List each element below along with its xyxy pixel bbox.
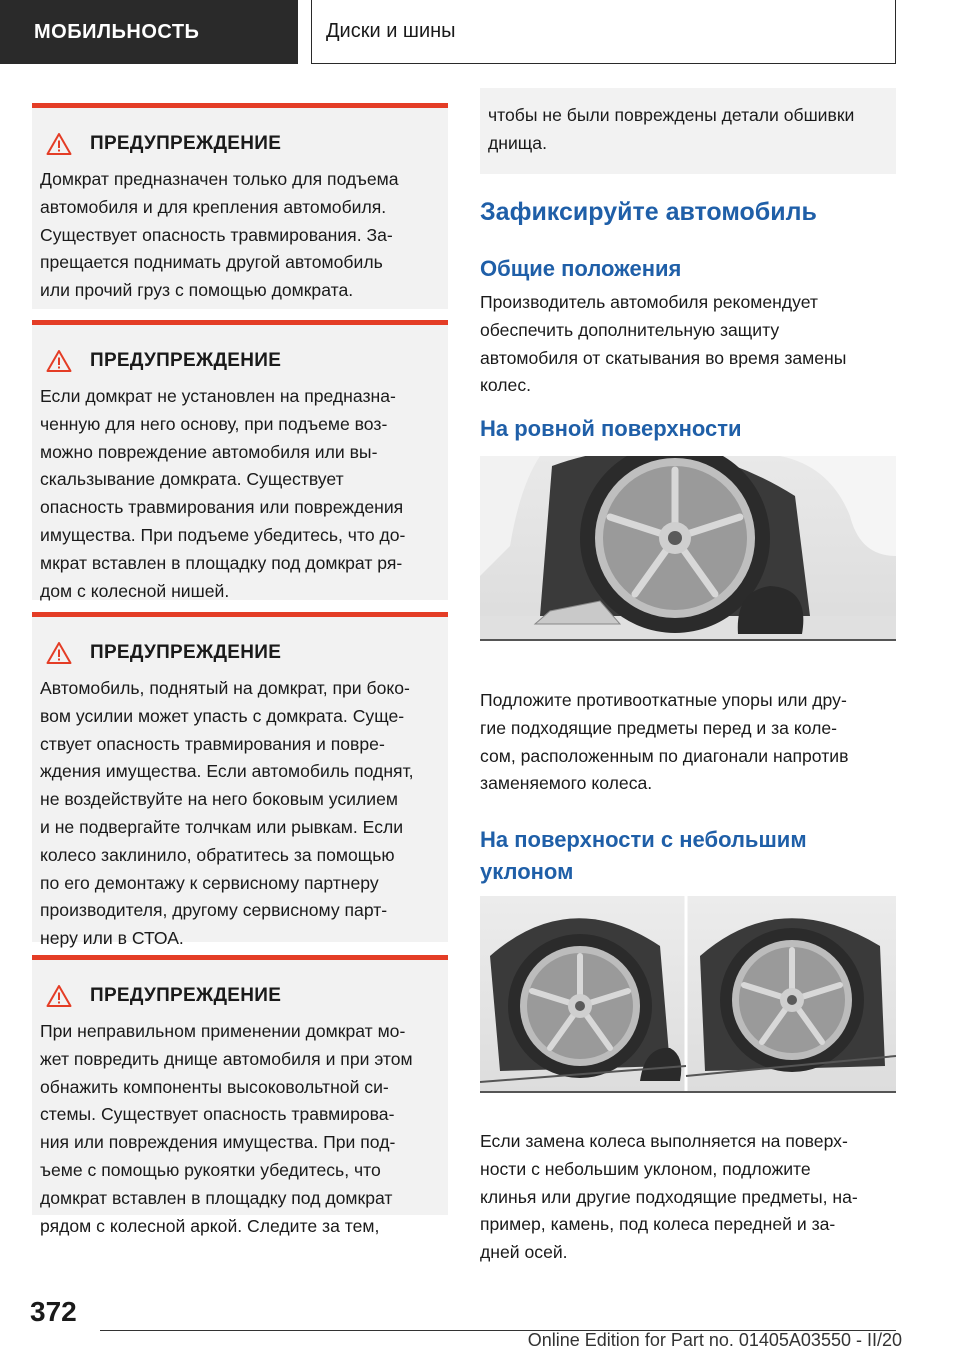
text-line: Существует опасность травмирования. За- (40, 224, 393, 245)
text-line: дней осей. (480, 1242, 568, 1263)
text-line: ствует опасность травмирования и повре- (40, 733, 385, 754)
text-line: производителя, другому сервисному парт- (40, 900, 388, 921)
flat-paragraph (480, 687, 896, 798)
warning-title: ПРЕДУПРЕЖДЕНИЕ (90, 985, 282, 1006)
text-line: При неправильном применении домкрат мо- (40, 1021, 406, 1041)
text-line: Производитель автомобиля рекомендует (480, 292, 818, 312)
text-line: пример, камень, под колеса передней и за- (480, 1214, 836, 1235)
section-heading: Зафиксируйте автомобиль (480, 198, 817, 226)
warning-text (40, 1018, 438, 1240)
text-line: неру или в СТОА. (40, 928, 184, 949)
text-line: колес. (480, 375, 532, 396)
text-line: ъеме с помощью рукоятки убедитесь, что (40, 1159, 381, 1180)
text-line: чтобы не были повреждены детали обшивки (488, 105, 855, 125)
section-tab (0, 0, 298, 64)
text-line: или прочий груз с помощью домкрата. (40, 280, 354, 301)
text-line: по его демонтажу к сервисному партнеру (40, 872, 379, 893)
text-line: На поверхности с небольшим (480, 827, 807, 852)
text-line: стемы. Существует опасность травмирова- (40, 1104, 395, 1125)
text-line: скальзывание домкрата. Существует (40, 469, 344, 490)
text-line: дом с колесной нишей. (40, 580, 230, 601)
text-line: рядом с колесной аркой. Следите за тем, (40, 1215, 380, 1236)
warning-triangle-icon (46, 349, 72, 373)
text-line: днища. (488, 132, 547, 153)
wheel-chock-slope-illustration (480, 896, 896, 1094)
warning-title: ПРЕДУПРЕЖДЕНИЕ (90, 642, 282, 663)
warning-box-1 (32, 103, 448, 309)
text-line: прещается поднимать другой автомобиль (40, 252, 383, 273)
text-line: ния или повреждения имущества. При под- (40, 1132, 396, 1153)
text-line: мкрат вставлен в площадку под домкрат ря- (40, 552, 403, 573)
general-paragraph (480, 289, 896, 400)
text-line: опасность травмирования или повреждения (40, 497, 404, 518)
warning-box-2 (32, 320, 448, 600)
text-line: клинья или другие подходящие предметы, на- (480, 1186, 858, 1207)
text-line: ности с небольшим уклоном, подложите (480, 1158, 811, 1179)
warning-continuation (480, 88, 896, 174)
chapter-label: Диски и шины (326, 20, 456, 42)
text-line: ченную для него основу, при подъеме воз- (40, 413, 388, 434)
text-line: не воздействуйте на него боковым усилием (40, 789, 398, 810)
text-line: Если домкрат не установлен на предназна- (40, 386, 396, 406)
subheading-general: Общие положения (480, 256, 682, 281)
text-line: обнажить компоненты высоковольтной си- (40, 1076, 389, 1097)
text-line: обеспечить дополнительную защиту (480, 319, 780, 340)
text-line: уклоном (480, 859, 574, 884)
text-line: заменяемого колеса. (480, 773, 653, 794)
text-line: ждения имущества. Если автомобиль поднят, (40, 761, 414, 782)
chapter-tab (311, 0, 896, 64)
warning-triangle-icon (46, 984, 72, 1008)
text-line: гие подходящие предметы перед и за коле- (480, 717, 838, 738)
text-line: имущества. При подъеме убедитесь, что до- (40, 524, 406, 545)
text-line: можно повреждение автомобиля или вы- (40, 441, 378, 462)
warning-title: ПРЕДУПРЕЖДЕНИЕ (90, 133, 282, 154)
text-line: домкрат вставлен в площадку под домкрат (40, 1187, 393, 1208)
warning-text (40, 166, 438, 305)
warning-text (40, 675, 438, 953)
text-line: сом, расположенным по диагонали напротив (480, 745, 849, 766)
page-number: 372 (30, 1296, 77, 1327)
text-line: Подложите противооткатные упоры или дру- (480, 690, 847, 710)
text-line: жет повредить днище автомобиля и при этом (40, 1048, 413, 1069)
text-line: автомобиля от скатывания во время замены (480, 347, 847, 368)
text-line: Домкрат предназначен только для подъема (40, 169, 399, 189)
warning-box-3 (32, 612, 448, 949)
warning-text (40, 383, 438, 605)
text-line: автомобиля и для крепления автомобиля. (40, 196, 387, 217)
text-line: вом усилии может упасть с домкрата. Суще- (40, 705, 405, 726)
subheading-slope (480, 824, 807, 888)
warning-triangle-icon (46, 132, 72, 156)
section-label: МОБИЛЬНОСТЬ (34, 20, 200, 43)
footer-edition: Online Edition for Part no. 01405A03550 - II/20 (527, 1330, 902, 1350)
warning-box-4 (32, 955, 448, 1236)
text-line: и не подвергайте толчкам или рывкам. Если (40, 816, 404, 837)
text-line: Автомобиль, поднятый на домкрат, при боко- (40, 678, 410, 698)
text-line: Если замена колеса выполняется на поверх- (480, 1131, 848, 1151)
text-line: колесо заклинило, обратитесь за помощью (40, 844, 395, 865)
warning-title: ПРЕДУПРЕЖДЕНИЕ (90, 350, 282, 371)
warning-triangle-icon (46, 641, 72, 665)
subheading-flat: На ровной поверхности (480, 416, 742, 441)
wheel-chock-flat-illustration (480, 456, 896, 642)
slope-paragraph (480, 1128, 896, 1267)
